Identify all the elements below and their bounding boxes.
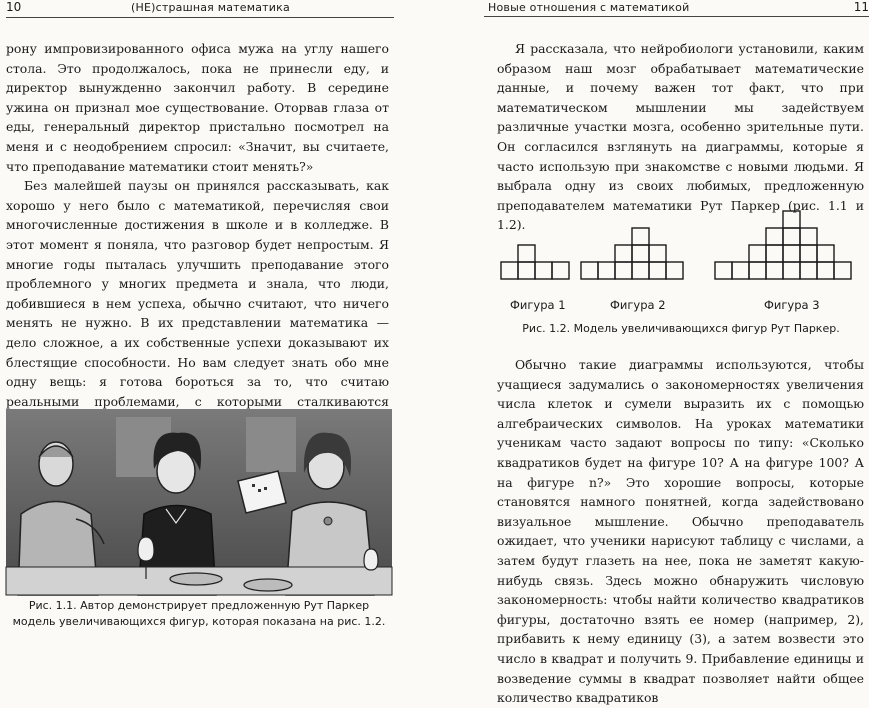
paragraph: Я рассказала, что нейробиологи установили, каким образом наш мозг обрабатывает математические данные, и почему важен тот факт, что при математическом мышлении мы задействуем различные участки мозга, особенно зрительные пути. Он согласился взглянуть на диаграммы, которые я часто использую при знакомстве с новыми людьми. Я выбрала одну из своих любимых, предложенную преподавателем математики Рут Паркер (рис. 1.1 и 1.2). [497, 41, 864, 233]
figure-2-shape [581, 228, 683, 279]
figure-3-shape [715, 211, 851, 279]
left-body-text [6, 39, 389, 450]
dinner-scene-illustration [6, 409, 392, 595]
figure-1-label: Фигура 1 [510, 298, 566, 312]
paragraph: Без малейшей паузы он принялся рассказывать, как хорошо у него было с математикой, перечисляя свои многочисленные достижения в школе и в колледже. В этот момент я поняла, что разговор будет непростым. Я многие годы пыталась улучшить преподавание этого проблемного у многих предмета и знала, что люди, добившиеся в нем успеха, обычно считают, что ничего менять не нужно. В их представлении математика — дело сложное, а их собственные успехи доказывают их блестящие способности. Но вам следует знать обо мне одну вещь: я готова бороться за то, что считаю реальными проблемами, с которыми сталкиваются [6, 178, 389, 409]
figure-1-1-illustration [6, 409, 392, 595]
running-head-right: Новые отношения с математикой [488, 1, 690, 14]
growing-shapes-diagram [497, 198, 864, 288]
figure-3-label: Фигура 3 [764, 298, 820, 312]
page-number-right: 11 [853, 0, 869, 14]
running-head-left: (НЕ)страшная математика [131, 1, 290, 14]
paragraph: рону импровизированного офиса мужа на углу нашего стола. Это продолжалось, пока не принесли еду, и директор вынужденно закончил работу. В середине ужина он признал мое существование. Оторвав глаза от еды, генеральный директор пристально посмотрел на меня и с неодобрением спросил: «Значит, вы считаете, что преподавание математики стоит менять?» [6, 41, 389, 174]
figure-1-shape [501, 245, 569, 279]
right-running-header [484, 0, 869, 17]
right-page [434, 0, 869, 706]
right-body-text [497, 355, 864, 708]
figure-2-label: Фигура 2 [610, 298, 666, 312]
page-number-left: 10 [6, 0, 22, 14]
figure-1-1-caption: Рис. 1.1. Автор демонстрирует предложенную Рут Паркер модель увеличивающихся фигур, которая показана на рис. 1.2. [12, 599, 386, 628]
figure-1-2-caption: Рис. 1.2. Модель увеличивающихся фигур Рут Паркер. [522, 322, 840, 335]
left-running-header [6, 0, 394, 18]
left-page [0, 0, 433, 637]
header-rule [484, 16, 869, 17]
paragraph: Обычно такие диаграммы используются, чтобы учащиеся задумались о закономерностях увеличения числа клеток и сумели выразить их с помощью алгебраических символов. На уроках математики ученикам часто задают вопросы по типу: «Сколько квадратиков будет на фигуре 10? А на фигуре 100? А на фигуре n?» Это хорошие вопросы, которые становятся намного понятней, когда задействовано визуальное мышление. Обычно преподаватель ожидает, что ученики нарисуют таблицу с числами, а затем будут глазеть на нее, пока не заметят какую-нибудь связь. Здесь можно обнаружить числовую закономерность: чтобы найти количество квадратиков фигуры, достаточно взять ее номер (например, 2), прибавить к нему единицу (3), а затем возвести это число в квадрат и получить 9. Прибавление единицы и возведение суммы в квадрат позволяет найти общее количество квадратиков [497, 357, 864, 706]
